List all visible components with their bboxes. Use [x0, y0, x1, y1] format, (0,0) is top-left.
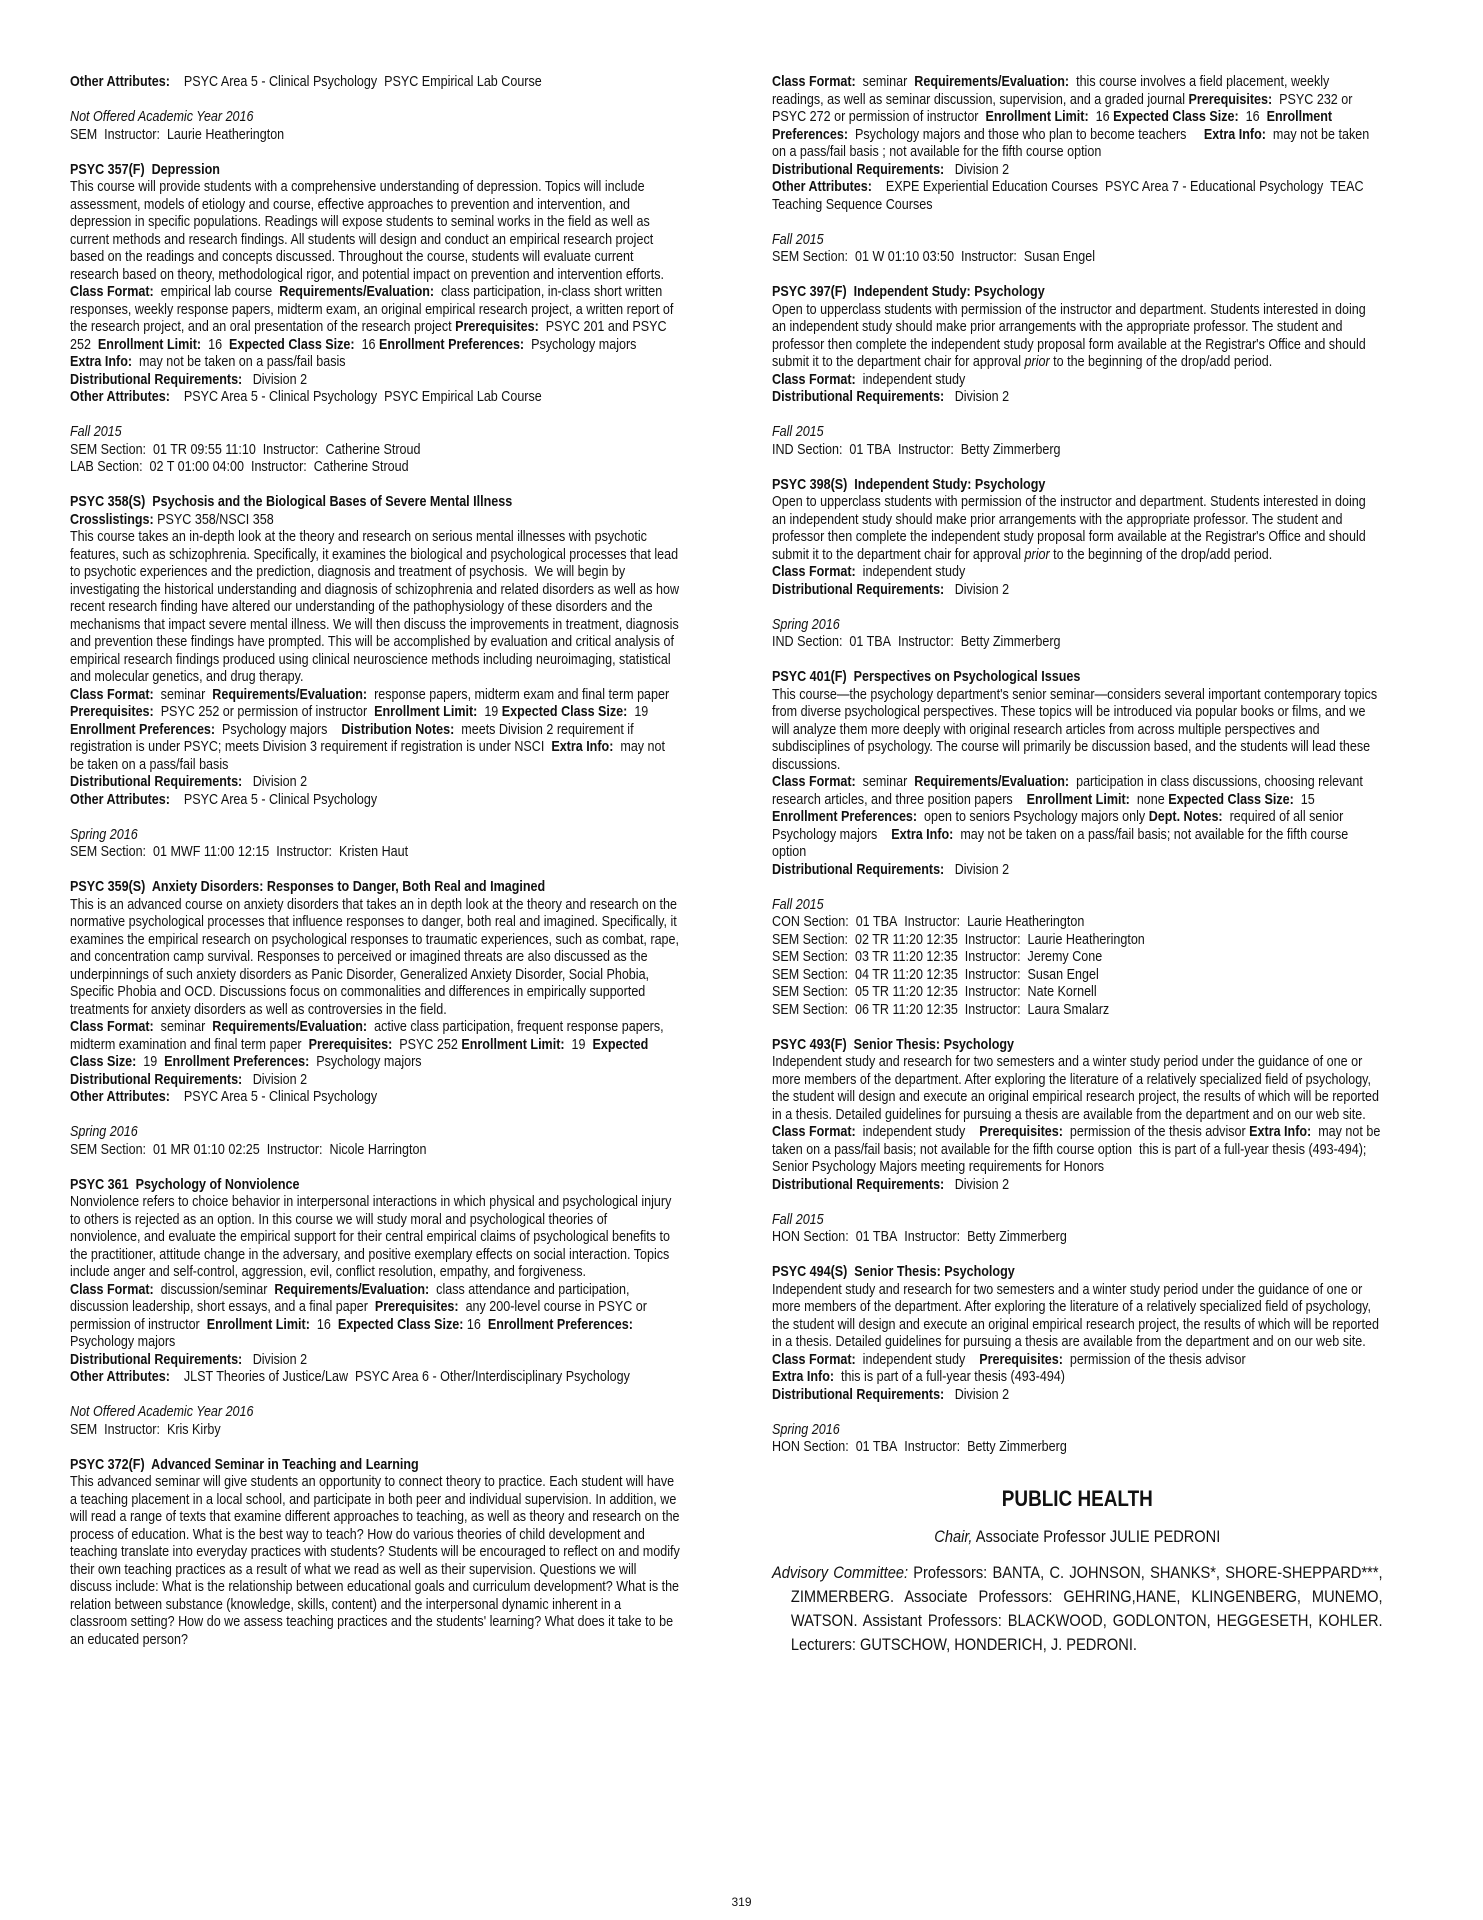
course-text: Distributional Requirements: Division 2 — [70, 774, 308, 790]
course-text: Distributional Requirements: Division 2 — [70, 371, 308, 388]
section-listing: Not Offered Academic Year 2016 SEM Instructor: Kris Kirby — [70, 1404, 254, 1438]
course-text: This course will provide students with a comprehensive understanding of depression. Topics will include assessment, models of etiology and course, effective approaches to prevention and intervention, and depression in specific populations. Readings will expose students to seminal works in the field as well as current methods and research findings. All students will design and conduct an empirical research project based on the readings and concepts discussed. Throughout the course, students will evaluate current research based on theory, methodological rigor, and potential impact on prevention and intervention efforts. — [70, 179, 664, 283]
course-entry — [772, 1264, 1383, 1404]
course-title: PSYC 398(S) Independent Study: Psychology — [772, 476, 1046, 493]
course-text: Class Format: independent study Prerequisites: permission of the thesis advisor Extra Info: may not be taken on a pass/fail basis; not available for the fifth course option this is part of a full-year thesis (493-494); Senior Psychology Majors meeting requirements for Honors — [772, 1124, 1381, 1175]
course-title: PSYC 372(F) Advanced Seminar in Teaching and Learning — [70, 1456, 419, 1473]
course-entry — [772, 1037, 1383, 1195]
course-text: Distributional Requirements: Division 2 — [772, 389, 1010, 405]
public-health-section — [772, 1487, 1383, 1657]
section-listing: Fall 2015 CON Section: 01 TBA Instructor: Laurie Heatherington SEM Section: 02 TR 11:20 12:35 Instructor: Laurie Heatherington SEM Section: 03 TR 11:20 12:35 Instructor: Jeremy Cone SEM Section: 04 TR 11:20 12:35 Instructor: Susan Engel SEM Section: 05 TR 11:20 12:35 Instructor: Nate Kornell SEM Section: 06 TR 11:20 12:35 Instructor: Laura Smalarz — [772, 896, 1145, 1018]
course-text: Class Format: seminar Requirements/Evaluation: active class participation, frequent response papers, midterm examination and final term paper Prerequisites: PSYC 252 Enrollment Limit: 19 Expected Class Size: 19 Enrollment Preferences: Psychology majors — [70, 1019, 664, 1070]
course-text: Class Format: independent study Prerequisites: permission of the thesis advisor — [772, 1351, 1246, 1368]
section-listing: Fall 2015 IND Section: 01 TBA Instructor: Betty Zimmerberg — [772, 424, 1061, 458]
course-text: Crosslistings: PSYC 358/NSCI 358 — [70, 511, 274, 528]
course-entry — [70, 1177, 681, 1387]
course-text: This is an advanced course on anxiety disorders that takes an in depth look at the theory and research on the normative psychological processes that influence responses to danger, both real and imagined. Specifically, it examines the empirical research on psychological responses to traumatic experiences, such as combat, rape, and concentration camp survival. Responses to perceived or imagined threats are also discussed as the underpinnings of such anxiety disorders as Panic Disorder, Generalized Anxiety Disorder, Social Phobia, Specific Phobia and OCD. Discussions focus on commonalities and differences in empirically supported treatments for anxiety disorders as well as controversies in the field. — [70, 896, 680, 1018]
course-title: PSYC 359(S) Anxiety Disorders: Responses to Danger, Both Real and Imagined — [70, 879, 546, 895]
left-column — [70, 74, 681, 1667]
course-title: PSYC 361 Psychology of Nonviolence — [70, 1176, 300, 1193]
course-text: Other Attributes: PSYC Area 5 - Clinical Psychology PSYC Empirical Lab Course — [70, 389, 542, 405]
section-listing: Fall 2015 SEM Section: 01 TR 09:55 11:10 Instructor: Catherine Stroud LAB Section: 02 T 01:00 04:00 Instructor: Catherine Stroud — [70, 424, 421, 475]
course-text: Distributional Requirements: Division 2 — [772, 1386, 1010, 1403]
course-text: Class Format: independent study — [772, 371, 966, 388]
course-title: PSYC 358(S) Psychosis and the Biological Bases of Severe Mental Illness — [70, 494, 513, 510]
course-text: Independent study and research for two semesters and a winter study period under the guidance of one or more members of the department. After exploring the literature of a relatively specialized field of psychology, the student will design and execute an original empirical research project, the results of which will be reported in a thesis. Detailed guidelines for pursuing a thesis are available from the department and on our web site. — [772, 1054, 1379, 1123]
course-title: PSYC 357(F) Depression — [70, 161, 220, 178]
attribute-paragraph: Other Attributes: PSYC Area 5 - Clinical Psychology PSYC Empirical Lab Course — [70, 74, 542, 90]
course-title: PSYC 397(F) Independent Study: Psychology — [772, 284, 1045, 300]
course-text: Distributional Requirements: Division 2 — [772, 861, 1010, 878]
course-text: Class Format: independent study — [772, 564, 966, 580]
course-text: Class Format: seminar Requirements/Evaluation: response papers, midterm exam and final term paper Prerequisites: PSYC 252 or permission of instructor Enrollment Limit: 19 Expected Class Size: 19 Enrollment Preferences: Psychology majors Distribution Notes: meets Division 2 requirement if registration is under PSYC; meets Division 3 requirement if registration is under NSCI Extra Info: may not be taken on a pass/fail basis — [70, 686, 673, 773]
course-entry — [70, 879, 681, 1107]
course-text: Class Format: empirical lab course Requirements/Evaluation: class participation, in-class short written responses, weekly response papers, midterm exam, an original empirical research project, a written report of the research project, and an oral presentation of the research project Prerequisites: PSYC 201 and PSYC 252 Enrollment Limit: 16 Expected Class Size: 16 Enrollment Preferences: Psychology majors Extra Info: may not be taken on a pass/fail basis — [70, 284, 674, 370]
course-title: PSYC 494(S) Senior Thesis: Psychology — [772, 1264, 1015, 1280]
section-listing: Spring 2016 SEM Section: 01 MR 01:10 02:25 Instructor: Nicole Harrington — [70, 1124, 427, 1158]
section-listing: Fall 2015 SEM Section: 01 W 01:10 03:50 Instructor: Susan Engel — [772, 231, 1096, 265]
course-text: This course—the psychology department's senior seminar—considers several important contemporary topics from diverse psychological perspectives. These topics will be introduced via popular books or films, and we will analyze them more deeply with original research articles from across multiple perspectives and subdisciplines of psychology. The course will primarily be discussion based, and the students will lead these discussions. — [772, 686, 1378, 773]
department-chair: Chair, Associate Professor JULIE PEDRONI — [934, 1526, 1221, 1546]
section-listing: Not Offered Academic Year 2016 SEM Instructor: Laurie Heatherington — [70, 109, 285, 143]
course-title: PSYC 493(F) Senior Thesis: Psychology — [772, 1036, 1015, 1053]
section-listing: Spring 2016 SEM Section: 01 MWF 11:00 12:15 Instructor: Kristen Haut — [70, 826, 409, 860]
course-text: Class Format: discussion/seminar Requirements/Evaluation: class attendance and participation, discussion leadership, short essays, and a final paper Prerequisites: any 200-level course in PSYC or permission of instructor Enrollment Limit: 16 Expected Class Size: 16 Enrollment Preferences: Psychology majors — [70, 1281, 647, 1350]
course-text: Distributional Requirements: Division 2 — [70, 1351, 308, 1368]
section-listing: Spring 2016 HON Section: 01 TBA Instructor: Betty Zimmerberg — [772, 1421, 1067, 1455]
course-text: Open to upperclass students with permission of the instructor and department. Students interested in doing an independent study should make prior arrangements with the appropriate professor. The student and professor then complete the independent study proposal form available at the Registrar's Office and should submit it to the department chair for approval prior to the beginning of the drop/add period. — [772, 494, 1366, 563]
course-text: This advanced seminar will give students an opportunity to connect theory to practice. Each student will have a teaching placement in a local school, and participate in both peer and individual supervision. In addition, we will read a range of texts that examine different approaches to teaching, as well as theory and research on the process of education. What is the best way to teach? How do various theories of child development and teaching translate into everyday practices with students? Students will be encouraged to reflect on and modify their own teaching practices as a result of what we read as well as their supervision. Questions we will discuss include: What is the relationship between educational goals and curriculum development? What is the relation between substance (knowledge, skills, content) and the interpersonal dynamic inherent in a classroom setting? How do we assess teaching practices and the students' learning? What does it take to be an educated person? — [70, 1474, 680, 1648]
course-entry — [70, 1457, 681, 1650]
course-text: Other Attributes: PSYC Area 5 - Clinical Psychology — [70, 1089, 378, 1105]
course-title: PSYC 401(F) Perspectives on Psychological Issues — [772, 669, 1081, 685]
course-entry — [70, 162, 681, 407]
course-entry — [772, 477, 1383, 600]
department-heading: PUBLIC HEALTH — [1001, 1485, 1153, 1511]
course-text: Distributional Requirements: Division 2 — [772, 1176, 1010, 1193]
course-entry — [772, 284, 1383, 407]
advisory-committee: Advisory Committee: Professors: BANTA, C. JOHNSON, SHANKS*, SHORE-SHEPPARD***, ZIMMERBERG. Associate Professors: GEHRING,HANE, KLINGENBERG, MUNEMO, WATSON. Assistant Professors: BLACKWOOD, GODLONTON, HEGGESETH, KOHLER. Lecturers: GUTSCHOW, HONDERICH, J. PEDRONI. — [772, 1562, 1383, 1654]
course-text: Distributional Requirements: Division 2 — [772, 581, 1010, 598]
course-text: This course takes an in-depth look at the theory and research on serious mental illnesses with psychotic features, such as schizophrenia. Specifically, it examines the biological and psychological processes that lead to psychotic experiences and the prediction, diagnosis and treatment of psychosis. We will begin by investigating the historical understanding and diagnosis of schizophrenia and related disorders as well as how recent research finding have altered our understanding of the pathophysiology of these disorders and the mechanisms that impact severe mental illness. We will then discuss the improvements in treatment, diagnosis and prevention these findings have prompted. This will be accomplished by evaluation and critical analysis of empirical research findings produced using clinical neuroscience methods including neuroimaging, statistical and molecular genetics, and drug therapy. — [70, 529, 680, 685]
course-text: Other Attributes: PSYC Area 5 - Clinical Psychology — [70, 791, 378, 808]
section-listing: Fall 2015 HON Section: 01 TBA Instructor: Betty Zimmerberg — [772, 1211, 1067, 1245]
course-entry — [70, 494, 681, 809]
section-listing: Spring 2016 IND Section: 01 TBA Instructor: Betty Zimmerberg — [772, 616, 1061, 650]
attribute-paragraph: Class Format: seminar Requirements/Evaluation: this course involves a field placement, weekly readings, as well as seminar discussion, supervision, and a graded journal Prerequisites: PSYC 232 or PSYC 272 or permission of instructor Enrollment Limit: 16 Expected Class Size: 16 Enrollment Preferences: Psychology majors and those who plan to become teachers Extra Info: may not be taken on a pass/fail basis ; not available for the fifth course option Distributional Requirements: Division 2 Other Attributes: EXPE Experiential Education Courses PSYC Area 7 - Educational Psychology TEAC Teaching Sequence Courses — [772, 74, 1370, 213]
course-text: Other Attributes: JLST Theories of Justice/Law PSYC Area 6 - Other/Interdisciplinary Psychology — [70, 1369, 630, 1385]
course-entry — [772, 669, 1383, 879]
right-column — [772, 74, 1383, 1657]
course-text: Independent study and research for two semesters and a winter study period under the guidance of one or more members of the department. After exploring the literature of a relatively specialized field of psychology, the student will design and execute an original empirical research project, the results of which will be reported in a thesis. Detailed guidelines for pursuing a thesis are available from the department and on our web site. — [772, 1281, 1379, 1350]
course-text: Open to upperclass students with permission of the instructor and department. Students interested in doing an independent study should make prior arrangements with the appropriate professor. The student and professor then complete the independent study proposal form available at the Registrar's Office and should submit it to the department chair for approval prior to the beginning of the drop/add period. — [772, 301, 1366, 370]
course-text: Extra Info: this is part of a full-year thesis (493-494) — [772, 1369, 1065, 1385]
course-text: Class Format: seminar Requirements/Evaluation: participation in class discussions, choosing relevant research articles, and three position papers Enrollment Limit: none Expected Class Size: 15 Enrollment Preferences: open to seniors Psychology majors only Dept. Notes: required of all senior Psychology majors Extra Info: may not be taken on a pass/fail basis; not available for the fifth course option — [772, 774, 1363, 860]
page-number: 319 — [731, 1895, 752, 1909]
course-text: Nonviolence refers to choice behavior in interpersonal interactions in which physical and psychological injury to others is rejected as an option. In this course we will study moral and psychological theories of nonviolence, and evaluate the empirical support for their central empirical claims of psychological benefits to the practitioner, attitude change in the adversary, and positive exemplary effects on social interaction. Topics include anger and self-control, aggression, evil, conflict resolution, empathy, and forgiveness. — [70, 1194, 672, 1280]
course-text: Distributional Requirements: Division 2 — [70, 1071, 308, 1088]
